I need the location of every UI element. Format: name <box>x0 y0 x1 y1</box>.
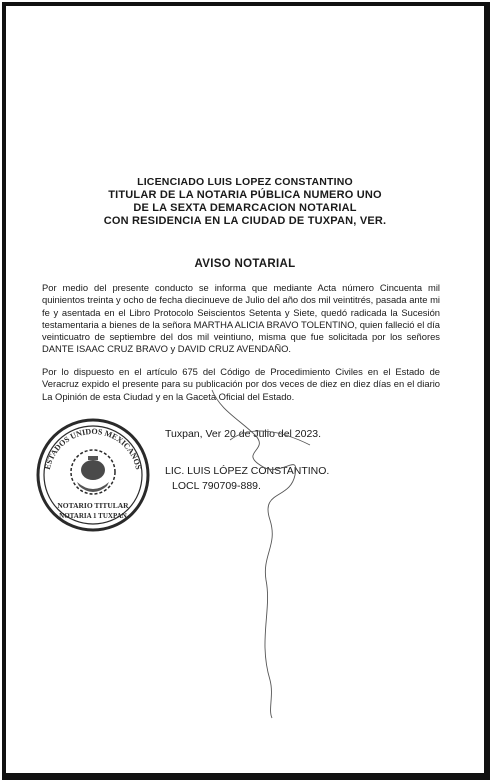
notary-seal <box>33 416 153 534</box>
signer-name: LIC. LUIS LÓPEZ CONSTANTINO. <box>165 465 330 477</box>
handwritten-signature <box>200 380 340 720</box>
body-paragraph-2: Por lo dispuesto en el artículo 675 del Código de Procedimiento Civiles en el Estado de Veracruz expido el presente para su publicación por dos veces de diez en diez días en el diario La Opinión de esta Ciudad y en la Gaceta Oficial del Estado. <box>42 366 440 402</box>
header-line-2: TITULAR DE LA NOTARIA PÚBLICA NUMERO UNO <box>108 189 382 201</box>
seal-text-line-2: NOTARIA 1 TUXPAN <box>59 512 127 520</box>
document-title: AVISO NOTARIAL <box>194 258 296 270</box>
seal-top-text: ESTADOS UNIDOS MEXICANOS <box>42 426 144 471</box>
body-paragraph-1: Por medio del presente conducto se informa que mediante Acta número Cincuenta mil quinientos treinta y ocho de fecha diecinueve de Julio del año dos mil veintitrés, pasada ante mi fe y asentada en el Libro Protocolo Seiscientos Setenta y Siete, quedó radicada la Sucesión testamentaria a bienes de la señora MARTHA ALICIA BRAVO TOLENTINO, quien falleció el día veinticuatro de septiembre del dos mil veintiuno, misma que fue solicitada por los señores DANTE ISAAC CRUZ BRAVO y DAVID CRUZ AVENDAÑO. <box>42 282 440 355</box>
signer-id: LOCL 790709-889. <box>172 480 261 492</box>
seal-text-line-1: NOTARIO TITULAR <box>57 501 129 510</box>
notary-header <box>0 176 490 228</box>
place-date: Tuxpan, Ver 20 de Julio del 2023. <box>165 428 322 440</box>
header-line-3: DE LA SEXTA DEMARCACION NOTARIAL <box>133 202 357 214</box>
header-line-1: LICENCIADO LUIS LOPEZ CONSTANTINO <box>137 176 353 188</box>
header-line-4: CON RESIDENCIA EN LA CIUDAD DE TUXPAN, VER. <box>103 215 387 227</box>
